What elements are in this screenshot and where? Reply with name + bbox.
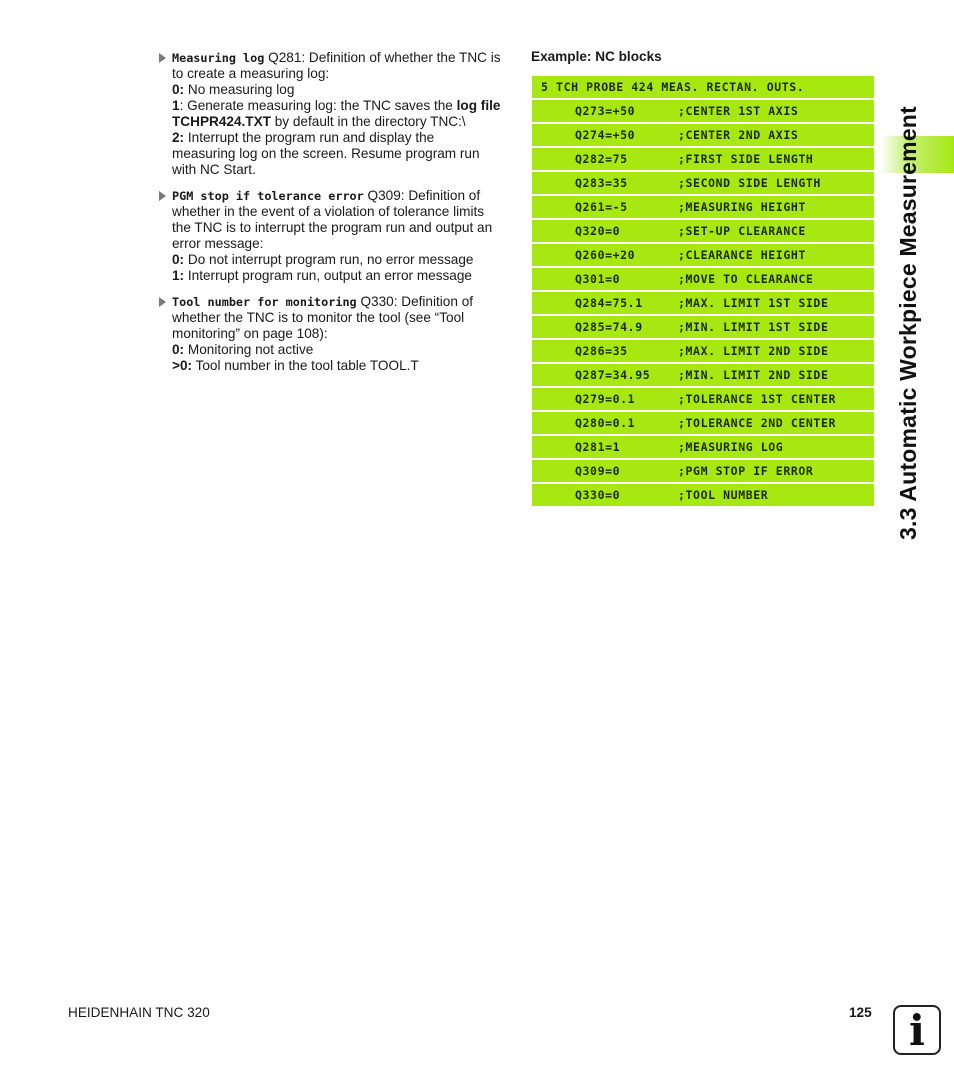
nc-param: Q284=75.1: [575, 296, 643, 310]
nc-row: [532, 436, 874, 458]
param-line: [172, 50, 514, 66]
param-line: measuring log on the screen. Resume program run: [172, 146, 480, 161]
nc-param: Q301=0: [575, 272, 621, 286]
option-text: : Generate measuring log: the TNC saves the: [179, 98, 457, 113]
option-key: 0:: [172, 82, 185, 97]
nc-comment: ;SECOND SIDE LENGTH: [678, 176, 821, 190]
example-title: Example: NC blocks: [531, 49, 662, 64]
nc-param: Q279=0.1: [575, 392, 636, 406]
nc-comment: ;TOLERANCE 1ST CENTER: [678, 392, 836, 406]
nc-comment: ;PGM STOP IF ERROR: [678, 464, 814, 478]
chapter-side-title: 3.3 Automatic Workpiece Measurement: [895, 106, 921, 540]
arrow-bullet-icon: [159, 191, 166, 201]
option-emphasis: log file: [456, 98, 501, 113]
option-text: No measuring log: [184, 82, 295, 97]
nc-row: [532, 484, 874, 506]
option-text: Interrupt the program run and display the: [184, 130, 435, 145]
info-glyph: i: [909, 1006, 925, 1055]
nc-comment: ;CLEARANCE HEIGHT: [678, 248, 806, 262]
nc-row: [532, 124, 874, 146]
option-text: Do not interrupt program run, no error message: [184, 252, 474, 267]
nc-row: [532, 268, 874, 290]
nc-param: Q274=+50: [575, 128, 636, 142]
arrow-bullet-icon: [159, 53, 166, 63]
info-icon: [893, 1005, 941, 1055]
param-desc: Q330: Definition of: [356, 294, 474, 309]
param-line: [172, 252, 514, 268]
param-line: [172, 130, 514, 146]
option-text: Interrupt program run, output an error message: [184, 268, 472, 283]
nc-comment: ;SET-UP CLEARANCE: [678, 224, 806, 238]
option-emphasis: TCHPR424.TXT: [172, 114, 271, 129]
nc-comment: ;MEASURING HEIGHT: [678, 200, 806, 214]
option-text: Tool number in the tool table TOOL.T: [192, 358, 419, 373]
nc-param: Q287=34.95: [575, 368, 651, 382]
param-line: whether in the event of a violation of tolerance limits: [172, 204, 485, 219]
nc-param: Q261=-5: [575, 200, 628, 214]
option-key: 2:: [172, 130, 185, 145]
page-number: 125: [849, 1005, 872, 1020]
param-tool-monitoring: [158, 294, 514, 374]
param-line: the TNC is to interrupt the program run and output an: [172, 220, 493, 235]
nc-param: Q285=74.9: [575, 320, 643, 334]
option-key: >0:: [172, 358, 193, 373]
nc-comment: ;TOOL NUMBER: [678, 488, 769, 502]
option-text: Monitoring not active: [184, 342, 314, 357]
nc-row: [532, 100, 874, 122]
nc-row: [532, 340, 874, 362]
option-key: 1: [172, 98, 180, 113]
param-measuring-log: [158, 50, 514, 178]
param-desc: Q309: Definition of: [363, 188, 481, 203]
param-line: to create a measuring log:: [172, 66, 330, 81]
nc-row: [532, 460, 874, 482]
param-line: whether the TNC is to monitor the tool (see “Tool: [172, 310, 465, 325]
param-line: [172, 358, 514, 374]
param-line: [172, 188, 514, 204]
nc-comment: ;CENTER 2ND AXIS: [678, 128, 799, 142]
param-pgm-stop: [158, 188, 514, 284]
arrow-bullet-icon: [159, 297, 166, 307]
nc-comment: ;MOVE TO CLEARANCE: [678, 272, 814, 286]
nc-comment: ;MIN. LIMIT 1ST SIDE: [678, 320, 829, 334]
nc-row: [532, 388, 874, 410]
nc-comment: ;TOLERANCE 2ND CENTER: [678, 416, 836, 430]
nc-row: [532, 196, 874, 218]
nc-param: Q280=0.1: [575, 416, 636, 430]
nc-block-table: [532, 76, 874, 508]
param-line: error message:: [172, 236, 264, 251]
option-text: by default in the directory TNC:\: [270, 114, 466, 129]
nc-row: [532, 244, 874, 266]
option-key: 1:: [172, 268, 185, 283]
nc-param: Q286=35: [575, 344, 628, 358]
option-key: 0:: [172, 252, 185, 267]
nc-param: Q282=75: [575, 152, 628, 166]
nc-row: [532, 148, 874, 170]
param-line: monitoring” on page 108):: [172, 326, 328, 341]
nc-comment: ;MAX. LIMIT 2ND SIDE: [678, 344, 829, 358]
nc-row: [532, 412, 874, 434]
nc-row: [532, 316, 874, 338]
param-line: [172, 268, 514, 284]
param-line: [172, 98, 514, 114]
nc-param: Q330=0: [575, 488, 621, 502]
nc-param: Q320=0: [575, 224, 621, 238]
param-line: with NC Start.: [172, 162, 256, 177]
param-line: [172, 114, 514, 130]
nc-comment: ;MIN. LIMIT 2ND SIDE: [678, 368, 829, 382]
param-line: [172, 342, 514, 358]
nc-comment: ;FIRST SIDE LENGTH: [678, 152, 814, 166]
param-code: Measuring log: [172, 51, 265, 65]
param-desc: Q281: Definition of whether the TNC is: [264, 50, 501, 65]
nc-row: [532, 364, 874, 386]
nc-param: Q260=+20: [575, 248, 636, 262]
param-code: PGM stop if tolerance error: [172, 189, 364, 203]
parameter-list: [158, 50, 514, 384]
nc-param: Q281=1: [575, 440, 621, 454]
nc-row: [532, 220, 874, 242]
param-line: [172, 82, 514, 98]
param-line: [172, 294, 514, 310]
nc-row: [532, 172, 874, 194]
nc-row: [532, 292, 874, 314]
nc-param: Q283=35: [575, 176, 628, 190]
nc-header-text: 5 TCH PROBE 424 MEAS. RECTAN. OUTS.: [541, 80, 805, 94]
param-code: Tool number for monitoring: [172, 295, 357, 309]
nc-param: Q273=+50: [575, 104, 636, 118]
nc-header-row: [532, 76, 874, 98]
nc-comment: ;MEASURING LOG: [678, 440, 784, 454]
footer-product: HEIDENHAIN TNC 320: [68, 1005, 210, 1020]
nc-param: Q309=0: [575, 464, 621, 478]
nc-rows: [532, 100, 874, 506]
nc-comment: ;MAX. LIMIT 1ST SIDE: [678, 296, 829, 310]
nc-comment: ;CENTER 1ST AXIS: [678, 104, 799, 118]
option-key: 0:: [172, 342, 185, 357]
